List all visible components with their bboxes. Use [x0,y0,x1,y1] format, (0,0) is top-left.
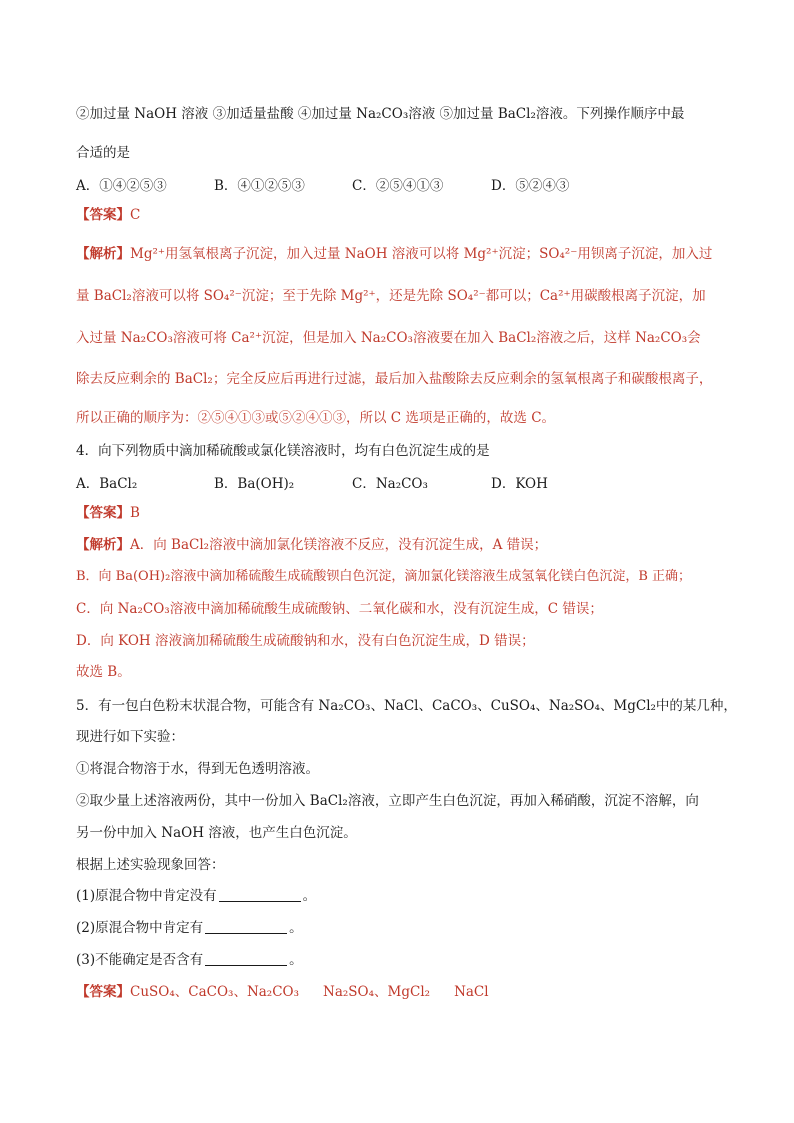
analysis-tag: 【解析】 [76,246,130,262]
q3-analysis-line4: 除去反应剩余的 BaCl₂；完全反应后再进行过滤，最后加入盐酸除去反应剩余的氢氧根离子和碳酸根离子， [76,371,713,387]
q4-option-a: A．BaCl₂ [76,476,138,492]
answer-blank [205,919,287,934]
answer-value-2: Na₂SO₄、MgCl₂ [323,984,431,1000]
q3-stem-line2: 合适的是 [76,145,130,161]
q4-analysis-line2: B．向 Ba(OH)₂溶液中滴加稀硫酸生成硫酸钡白色沉淀，滴加氯化镁溶液生成氢氧化镁白色沉淀，B 正确； [76,569,692,584]
q4-stem: 4．向下列物质中滴加稀硫酸或氯化镁溶液时，均有白色沉淀生成的是 [76,443,490,459]
q5-prompt: 根据上述实验现象回答： [76,857,225,873]
q3-analysis-line1 [76,244,724,264]
period: 。 [289,920,303,936]
q4-option-d: D．KOH [491,476,548,492]
answer-tag: 【答案】 [76,505,130,521]
subquestion-text: (3)不能确定是否含有 [76,952,204,968]
analysis-text: Mg²⁺用氢氧根离子沉淀，加入过量 NaOH 溶液可以将 Mg²⁺沉淀；SO₄²⁻用钡离子沉淀，加入过 [130,246,713,262]
q4-analysis-line1 [76,535,724,555]
analysis-text: A．向 BaCl₂溶液中滴加氯化镁溶液不反应，没有沉淀生成，A 错误； [130,537,548,553]
period: 。 [289,952,303,968]
answer-blank [205,951,287,966]
q5-stem-line1: 5．有一包白色粉末状混合物，可能含有 Na₂CO₃、NaCl、CaCO₃、CuSO₄、Na₂SO₄、MgCl₂中的某几种， [76,698,737,714]
q3-option-d: D．⑤②④③ [491,178,570,194]
answer-value-3: NaCl [454,984,489,1000]
q3-option-b: B．④①②⑤③ [214,178,305,194]
q4-answer [76,503,724,523]
subquestion-text: (2)原混合物中肯定有 [76,920,204,936]
q4-analysis-line5: 故选 B。 [76,664,131,680]
answer-blank [219,887,301,902]
subquestion-text: (1)原混合物中肯定没有 [76,888,217,904]
answer-value-1: CuSO₄、CaCO₃、Na₂CO₃ [130,984,300,1000]
q3-option-a: A．①④②⑤③ [76,178,167,194]
q5-subquestion-3 [76,950,724,970]
q4-analysis-line4: D．向 KOH 溶液滴加稀硫酸生成硫酸钠和水，没有白色沉淀生成，D 错误； [76,633,535,649]
period: 。 [302,888,317,904]
q3-analysis-line3: 入过量 Na₂CO₃溶液可将 Ca²⁺沉淀，但是加入 Na₂CO₃溶液要在加入 BaCl₂溶液之后，这样 Na₂CO₃会 [76,330,701,346]
q5-step1: ①将混合物溶于水，得到无色透明溶液。 [76,761,319,777]
q5-step2-line2: 另一份中加入 NaOH 溶液，也产生白色沉淀。 [76,825,357,841]
q5-stem-line2: 现进行如下实验： [76,729,184,745]
q3-stem-line1: ②加过量 NaOH 溶液 ③加适量盐酸 ④加过量 Na₂CO₃溶液 ⑤加过量 BaCl₂溶液。下列操作顺序中最 [76,106,685,122]
q5-step2-line1: ②取少量上述溶液两份，其中一份加入 BaCl₂溶液，立即产生白色沉淀，再加入稀硝酸，沉淀不溶解，向 [76,793,699,809]
q5-subquestion-2 [76,918,724,938]
q4-analysis-line3: C．向 Na₂CO₃溶液中滴加稀硫酸生成硫酸钠、二氧化碳和水，没有沉淀生成，C 错误； [76,601,603,617]
analysis-tag: 【解析】 [76,537,130,553]
answer-value: B [130,505,140,521]
answer-tag: 【答案】 [76,207,130,223]
q3-analysis-line5: 所以正确的顺序为：②⑤④①③或⑤②④①③，所以 C 选项是正确的，故选 C。 [76,410,556,426]
q5-answer [76,982,724,1002]
q4-option-c: C．Na₂CO₃ [352,476,428,492]
q3-analysis-line2: 量 BaCl₂溶液可以将 SO₄²⁻沉淀；至于先除 Mg²⁺，还是先除 SO₄²⁻都可以；Ca²⁺用碳酸根离子沉淀，加 [76,288,706,304]
answer-tag: 【答案】 [76,984,130,1000]
answer-value: C [130,207,141,223]
q5-subquestion-1 [76,886,724,906]
q3-option-c: C．②⑤④①③ [352,178,444,194]
q3-answer [76,205,724,225]
q4-option-b: B．Ba(OH)₂ [214,476,295,492]
